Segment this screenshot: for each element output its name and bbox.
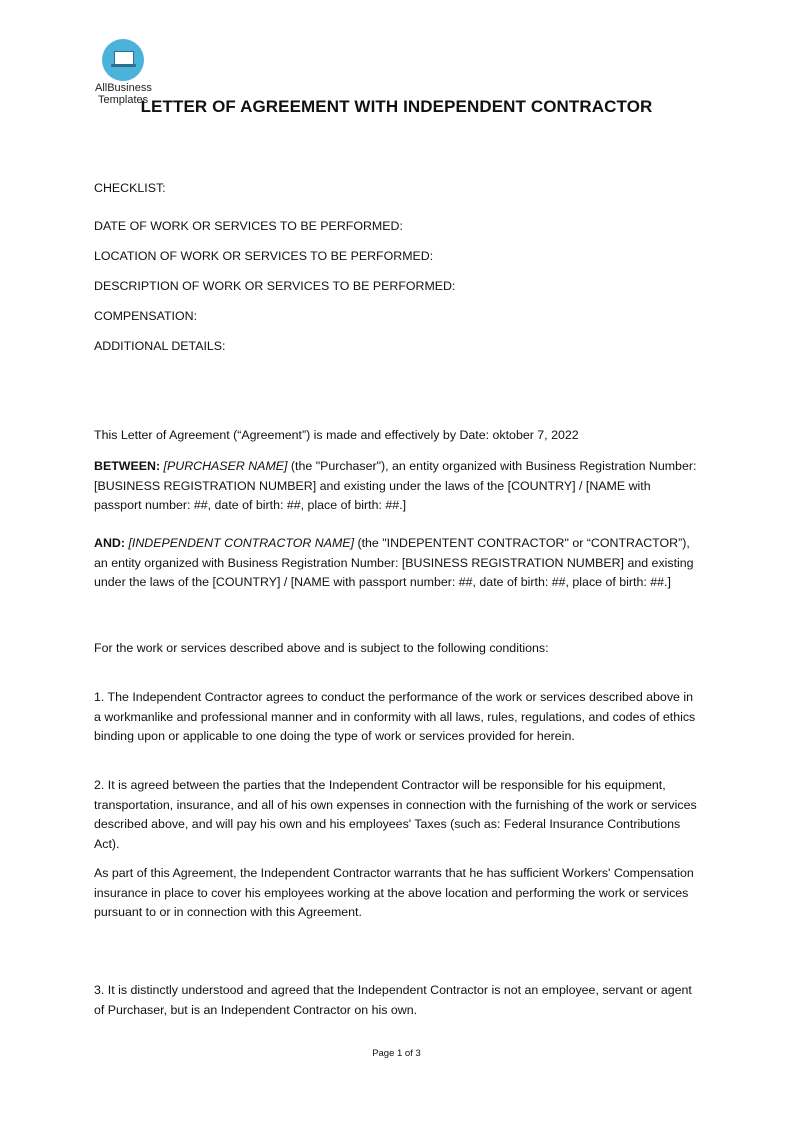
intro-paragraph: This Letter of Agreement (“Agreement”) is made and effectively by Date: oktober 7, 2022 (94, 428, 579, 442)
document-title: LETTER OF AGREEMENT WITH INDEPENDENT CONTRACTOR (140, 97, 653, 116)
allbusiness-templates-logo (95, 36, 165, 106)
conditions-intro: For the work or services described above and is subject to the following conditions: (94, 641, 549, 655)
between-text: (the "Purchaser"), an entity organized with Business Registration Number: [BUSINESS REGISTRATION NUMBER] and existing under the laws of the [COUNTRY] / [NAME with passport number: ##, date of birth: ##, place of birth: ##.] (94, 459, 697, 512)
clause-3: 3. It is distinctly understood and agreed that the Independent Contractor is not an employee, servant or agent of Purchaser, but is an Independent Contractor on his own. (94, 983, 692, 1017)
checklist-item-compensation: COMPENSATION: (94, 309, 198, 323)
page-number: Page 1 of 3 (372, 1048, 421, 1059)
logo-text: AllBusiness Templates (95, 82, 152, 106)
checklist-heading: CHECKLIST: (94, 181, 166, 195)
checklist-item-date: DATE OF WORK OR SERVICES TO BE PERFORMED: (94, 219, 403, 233)
between-paragraph (94, 457, 700, 516)
clause-2-insurance: As part of this Agreement, the Independent Contractor warrants that he has sufficient Workers' Compensation insurance in place to cover his employees working at the above location and performing the work or services pursuant to or in connection with this Agreement. (94, 866, 694, 919)
purchaser-name: [PURCHASER NAME] (163, 459, 288, 473)
laptop-icon (102, 39, 144, 81)
checklist-item-additional: ADDITIONAL DETAILS: (94, 339, 226, 353)
clause-1: 1. The Independent Contractor agrees to conduct the performance of the work or services described above in a workmanlike and professional manner and in conformity with all laws, rules, regulations, and codes of ethics binding upon or applicable to one doing the type of work or services provided for herein. (94, 690, 696, 743)
checklist-item-description: DESCRIPTION OF WORK OR SERVICES TO BE PERFORMED: (94, 279, 456, 293)
clause-2: 2. It is agreed between the parties that the Independent Contractor will be responsible for his equipment, transportation, insurance, and all of his own expenses in connection with the furnishing of the work or services described above, and will pay his own and his employees' Taxes (such as: Federal Insurance Contributions Act). (94, 778, 697, 851)
contractor-name: [INDEPENDENT CONTRACTOR NAME] (128, 536, 355, 550)
and-text: (the "INDEPENTENT CONTRACTOR" or “CONTRACTOR”), an entity organized with Business Registration Number: [BUSINESS REGISTRATION NUMBER] and existing under the laws of the [COUNTRY] / [NAME with passport number: ##, date of birth: ##, place of birth: ##.] (94, 536, 694, 589)
between-label: BETWEEN: (94, 459, 161, 473)
checklist-item-location: LOCATION OF WORK OR SERVICES TO BE PERFORMED: (94, 249, 434, 263)
and-paragraph (94, 534, 700, 593)
and-label: AND: (94, 536, 125, 550)
